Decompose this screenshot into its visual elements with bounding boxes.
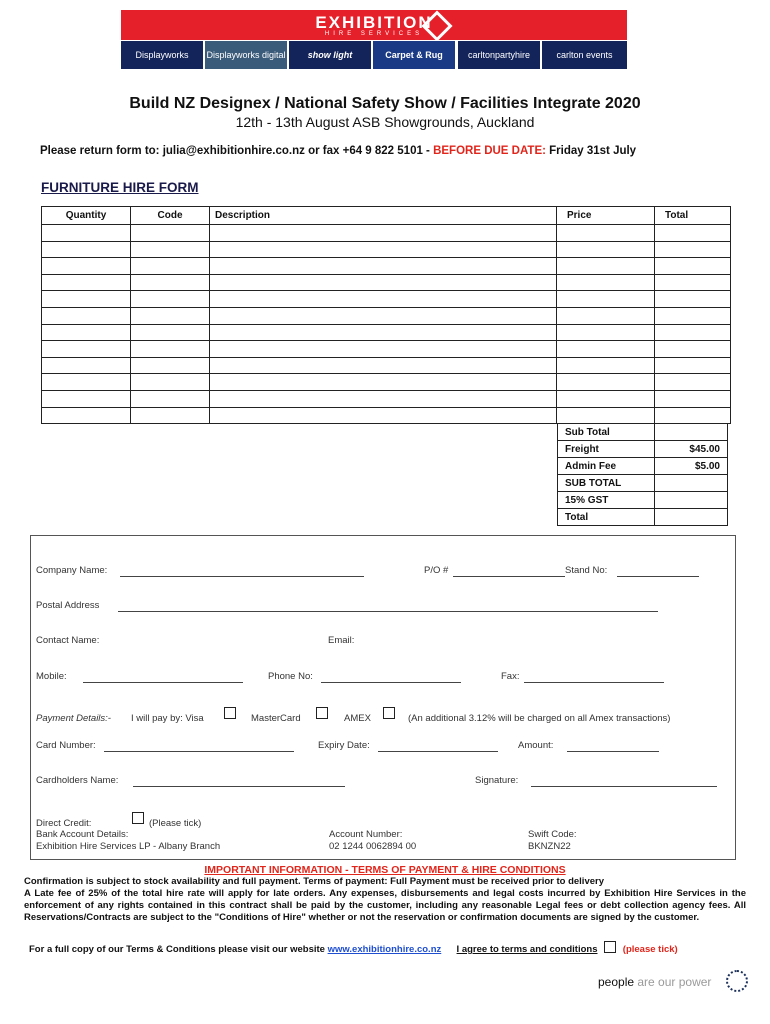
column-header-total: Total (655, 207, 731, 225)
table-row (42, 324, 731, 341)
description-cell[interactable] (210, 374, 557, 391)
bank-account-details-label: Bank Account Details: (36, 829, 129, 840)
totals-label: Admin Fee (558, 458, 655, 475)
form-title: FURNITURE HIRE FORM (41, 180, 199, 195)
payment-details-label: Payment Details:- (36, 713, 111, 724)
expiry-date-field[interactable] (378, 741, 498, 752)
due-date-label: BEFORE DUE DATE: (433, 145, 546, 157)
table-row (42, 390, 731, 407)
code-cell[interactable] (131, 291, 210, 308)
direct-credit-checkbox[interactable] (132, 812, 144, 824)
brand-logo: Displayworks (121, 41, 203, 69)
price-cell[interactable] (557, 258, 655, 275)
brand-logo: show light (289, 41, 371, 69)
quantity-cell[interactable] (42, 225, 131, 242)
code-cell[interactable] (131, 274, 210, 291)
price-cell[interactable] (557, 390, 655, 407)
totals-label: 15% GST (558, 492, 655, 509)
return-instructions (40, 145, 636, 157)
quantity-cell[interactable] (42, 274, 131, 291)
total-cell[interactable] (655, 390, 731, 407)
quantity-cell[interactable] (42, 258, 131, 275)
code-cell[interactable] (131, 374, 210, 391)
amount-label: Amount: (518, 740, 554, 751)
items-header-row (42, 207, 731, 225)
price-cell[interactable] (557, 407, 655, 424)
code-cell[interactable] (131, 258, 210, 275)
price-cell[interactable] (557, 374, 655, 391)
signature-label: Signature: (475, 775, 519, 786)
postal-address-label: Postal Address (36, 600, 100, 611)
customer-details-section (30, 535, 736, 860)
amex-surcharge-note: (An additional 3.12% will be charged on all Amex transactions) (408, 713, 671, 724)
quantity-cell[interactable] (42, 291, 131, 308)
total-cell[interactable] (655, 274, 731, 291)
code-cell[interactable] (131, 341, 210, 358)
direct-credit-label: Direct Credit: (36, 818, 92, 829)
code-cell[interactable] (131, 241, 210, 258)
table-row (42, 274, 731, 291)
price-cell[interactable] (557, 307, 655, 324)
phone-no-label: Phone No: (268, 671, 313, 682)
po-label: P/O # (424, 565, 449, 576)
card-number-field[interactable] (104, 741, 294, 752)
total-cell[interactable] (655, 291, 731, 308)
code-cell[interactable] (131, 357, 210, 374)
mobile-field[interactable] (83, 672, 243, 683)
items-table (41, 206, 731, 424)
totals-value: $45.00 (655, 441, 728, 458)
amount-field[interactable] (567, 741, 659, 752)
agree-terms-label: I agree to terms and conditions (456, 944, 598, 955)
mastercard-label: MasterCard (251, 713, 301, 724)
table-row (42, 225, 731, 242)
terms-confirmation: Confirmation is subject to stock availability and full payment. Terms of payment: Full Payment must be received prior to delivery (24, 876, 604, 887)
price-cell[interactable] (557, 357, 655, 374)
amex-checkbox[interactable] (383, 707, 395, 719)
description-cell[interactable] (210, 291, 557, 308)
description-cell[interactable] (210, 258, 557, 275)
totals-row (558, 424, 728, 441)
company-name: EXHIBITION (315, 13, 433, 32)
price-cell[interactable] (557, 291, 655, 308)
website-link[interactable]: www.exhibitionhire.co.nz (327, 944, 442, 955)
stand-no-field[interactable] (617, 566, 699, 577)
cardholders-name-field[interactable] (133, 776, 345, 787)
brand-logo: Displayworks digital (205, 41, 287, 69)
email-label: Email: (328, 635, 355, 646)
description-cell[interactable] (210, 225, 557, 242)
totals-row (558, 509, 728, 526)
agree-terms-checkbox[interactable] (604, 941, 616, 953)
quantity-cell[interactable] (42, 241, 131, 258)
total-cell[interactable] (655, 374, 731, 391)
total-cell[interactable] (655, 307, 731, 324)
column-header-price: Price (557, 207, 655, 225)
table-row (42, 241, 731, 258)
company-name-field[interactable] (120, 566, 364, 577)
account-number-label: Account Number: (329, 829, 403, 840)
pay-by-visa-label: I will pay by: Visa (131, 713, 204, 724)
direct-credit-please-tick: (Please tick) (149, 818, 202, 829)
totals-row (558, 441, 728, 458)
quantity-cell[interactable] (42, 374, 131, 391)
swirl-logo-icon (726, 970, 748, 992)
price-cell[interactable] (557, 241, 655, 258)
card-number-label: Card Number: (36, 740, 96, 751)
totals-label: SUB TOTAL (558, 475, 655, 492)
event-dates: 12th - 13th August ASB Showgrounds, Auckland (235, 114, 535, 130)
signature-field[interactable] (531, 776, 717, 787)
event-title: Build NZ Designex / National Safety Show / Facilities Integrate 2020 (129, 95, 641, 112)
totals-value: $5.00 (655, 458, 728, 475)
quantity-cell[interactable] (42, 390, 131, 407)
phone-no-field[interactable] (321, 672, 461, 683)
amex-label: AMEX (344, 713, 371, 724)
bank-account-name: Exhibition Hire Services LP - Albany Branch (36, 841, 221, 852)
fax-field[interactable] (524, 672, 664, 683)
brand-logo: carlton events (542, 41, 627, 69)
header-banner (121, 10, 627, 70)
quantity-cell[interactable] (42, 407, 131, 424)
table-row (42, 341, 731, 358)
code-cell[interactable] (131, 407, 210, 424)
terms-late-fee: A Late fee of 25% of the total hire rate will apply for late orders. Any expenses, disbursements and legal costs incurred by Exhibition Hire Services in the enforcement of any rights contained in this contract shall be paid by the customer, including any reasonable Legal fees or debt collection agency fees. All Reservations/Contracts are subject to the "Conditions of Hire" whether or not the reservation or confirmation documents are signed by the customer. (24, 888, 746, 923)
quantity-cell[interactable] (42, 307, 131, 324)
column-header-description: Description (210, 207, 557, 225)
total-cell[interactable] (655, 241, 731, 258)
table-row (42, 291, 731, 308)
description-cell[interactable] (210, 357, 557, 374)
price-cell[interactable] (557, 274, 655, 291)
totals-value (655, 424, 728, 441)
company-name-label: Company Name: (36, 565, 108, 576)
swift-code-label: Swift Code: (528, 829, 577, 840)
column-header-quantity: Quantity (42, 207, 131, 225)
due-date: Friday 31st July (545, 145, 637, 157)
code-cell[interactable] (131, 225, 210, 242)
table-row (42, 407, 731, 424)
description-cell[interactable] (210, 241, 557, 258)
fax-label: Fax: (501, 671, 520, 682)
tagline (598, 975, 711, 989)
totals-value (655, 475, 728, 492)
total-cell[interactable] (655, 225, 731, 242)
agree-please-tick: (please tick) (622, 944, 678, 955)
expiry-date-label: Expiry Date: (318, 740, 370, 751)
description-cell[interactable] (210, 324, 557, 341)
totals-table (557, 423, 728, 526)
total-cell[interactable] (655, 258, 731, 275)
totals-label: Freight (558, 441, 655, 458)
totals-value (655, 509, 728, 526)
description-cell[interactable] (210, 390, 557, 407)
description-cell[interactable] (210, 407, 557, 424)
terms-copy-lead: For a full copy of our Terms & Conditions please visit our website (29, 944, 328, 955)
contact-name-label: Contact Name: (36, 635, 100, 646)
tagline-rest: are our power (634, 975, 712, 989)
quantity-cell[interactable] (42, 341, 131, 358)
table-row (42, 258, 731, 275)
brand-logo: carltonpartyhire (458, 41, 540, 69)
total-cell[interactable] (655, 341, 731, 358)
terms-text (24, 876, 746, 924)
tagline-people: people (598, 975, 635, 989)
description-cell[interactable] (210, 307, 557, 324)
description-cell[interactable] (210, 274, 557, 291)
cardholders-name-label: Cardholders Name: (36, 775, 119, 786)
code-cell[interactable] (131, 307, 210, 324)
quantity-cell[interactable] (42, 324, 131, 341)
quantity-cell[interactable] (42, 357, 131, 374)
account-number: 02 1244 0062894 00 (329, 841, 417, 852)
po-field[interactable] (453, 566, 565, 577)
totals-label: Sub Total (558, 424, 655, 441)
code-cell[interactable] (131, 390, 210, 407)
mobile-label: Mobile: (36, 671, 67, 682)
totals-row (558, 458, 728, 475)
table-row (42, 374, 731, 391)
stand-no-label: Stand No: (565, 565, 608, 576)
table-row (42, 307, 731, 324)
brand-logo: Carpet & Rug (373, 41, 455, 69)
column-header-code: Code (131, 207, 210, 225)
company-subtitle: HIRE SERVICES (324, 31, 424, 37)
visa-checkbox[interactable] (224, 707, 236, 719)
total-cell[interactable] (655, 324, 731, 341)
totals-row (558, 475, 728, 492)
mastercard-checkbox[interactable] (316, 707, 328, 719)
price-cell[interactable] (557, 324, 655, 341)
description-cell[interactable] (210, 341, 557, 358)
price-cell[interactable] (557, 225, 655, 242)
terms-copy-line (29, 941, 678, 955)
swift-code: BKNZN22 (528, 841, 571, 852)
price-cell[interactable] (557, 341, 655, 358)
total-cell[interactable] (655, 357, 731, 374)
code-cell[interactable] (131, 324, 210, 341)
table-row (42, 357, 731, 374)
important-information-heading: IMPORTANT INFORMATION - TERMS OF PAYMENT & HIRE CONDITIONS (204, 864, 566, 876)
totals-row (558, 492, 728, 509)
postal-address-field[interactable] (118, 601, 658, 612)
totals-value (655, 492, 728, 509)
return-lead: Please return form to: julia@exhibitionhire.co.nz or fax +64 9 822 5101 - (40, 145, 434, 157)
total-cell[interactable] (655, 407, 731, 424)
totals-label: Total (558, 509, 655, 526)
